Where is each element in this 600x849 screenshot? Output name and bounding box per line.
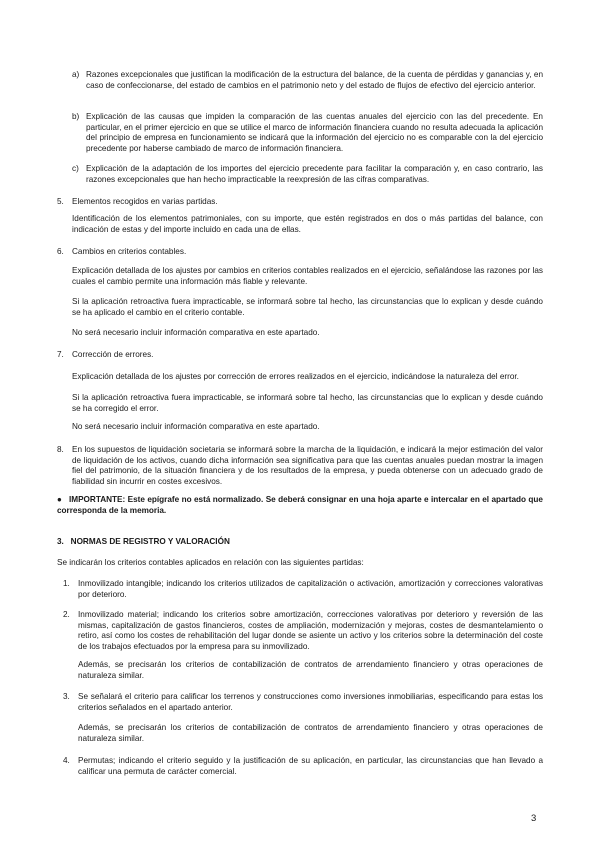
important-notice: IMPORTANTE: Este epígrafe no está normalizado. Se deberá consignar en una hoja aparte e intercalar en el apartado que corresponda de la memoria. [57,495,543,515]
list-marker: 8. [57,445,64,454]
list-marker: 4. [63,756,70,765]
list-item-text: Inmovilizado material; indicando los criterios sobre amortización, correcciones valorativas por deterioro y reversión de las mismas, capitalización de gastos financieros, costes de ampliación, modernización y mejoras, costes de desmantelamiento o retiro, así como los costes de rehabilitación del lugar donde se asiente un activo y los criterios sobre la determinación del coste de los trabajos efectuados por la empresa para su inmovilizado. [78,610,543,651]
section-heading: 3. NORMAS DE REGISTRO Y VALORACIÓN [57,537,230,546]
list-marker: c) [72,164,79,173]
paragraph: Identificación de los elementos patrimoniales, con su importe, que estén registrados en dos o más partidas del balance, con indicación de estas y del importe incluido en cada una de ellas. [72,214,543,234]
list-marker: 5. [57,197,64,206]
paragraph: Explicación detallada de los ajustes por corrección de errores realizados en el ejercicio, indicándose la naturaleza del error. [72,372,519,381]
paragraph: No será necesario incluir información comparativa en este apartado. [72,422,320,431]
paragraph: No será necesario incluir información comparativa en este apartado. [72,328,320,337]
item-title: Corrección de errores. [72,350,154,359]
list-marker: 6. [57,247,64,256]
page-number: 3 [531,813,537,824]
item-title: Elementos recogidos en varias partidas. [72,197,218,206]
list-marker: b) [72,112,80,121]
list-item-text: Explicación de las causas que impiden la comparación de las cuentas anuales del ejercicio con las del precedente. En particular, en el primer ejercicio en que se utilice el marco de información financiera cuando no resulta adecuada la aplicación del principio de empresa en funcionamiento se indicará que la información del ejercicio no es comparable con la del ejercicio precedente por haberse cambiado de marco de información financiera. [86,112,543,153]
list-marker: 7. [57,350,64,359]
list-marker: 1. [63,579,70,588]
section-intro: Se indicarán los criterios contables aplicados en relación con las siguientes partidas: [57,558,364,567]
paragraph: Explicación detallada de los ajustes por cambios en criterios contables realizados en el ejercicio, señalándose las razones por las cuales el cambio permite una información más fiable y relevante. [72,266,543,286]
bullet-icon: ● [57,495,62,504]
list-marker: 3. [63,692,70,701]
paragraph: Además, se precisarán los criterios de contabilización de contratos de arrendamiento financiero y otras operaciones de naturaleza similar. [78,660,543,680]
item-title: Cambios en criterios contables. [72,247,187,256]
list-item-text: Razones excepcionales que justifican la modificación de la estructura del balance, de la cuenta de pérdidas y ganancias y, en caso de confeccionarse, del estado de cambios en el patrimonio neto y del estado de flujos de efectivo del ejercicio anterior. [86,70,543,90]
list-item-text: Inmovilizado intangible; indicando los criterios utilizados de capitalización o activación, amortización y correcciones valorativas por deterioro. [78,579,543,599]
paragraph: En los supuestos de liquidación societaria se informará sobre la marcha de la liquidación, e indicará la mejor estimación del valor de liquidación de los activos, cuando dicha información sea significativa para que las cuentas anuales puedan mostrar la imagen fiel del patrimonio, de la situación financiera y de los resultados de la empresa, y pueda obtenerse con un adecuado grado de fiabilidad sin incurrir en costes excesivos. [72,445,543,486]
list-item-text: Explicación de la adaptación de los importes del ejercicio precedente para facilitar la comparación y, en caso contrario, las razones excepcionales que han hecho impracticable la reexpresión de las cifras comparativas. [86,164,543,184]
paragraph: Si la aplicación retroactiva fuera impracticable, se informará sobre tal hecho, las circunstancias que lo explican y desde cuándo se ha aplicado el cambio en el criterio contable. [72,297,543,317]
paragraph: Si la aplicación retroactiva fuera impracticable, se informará sobre tal hecho, las circunstancias que lo explican y desde cuándo se ha corregido el error. [72,393,543,413]
list-item-text: Permutas; indicando el criterio seguido y la justificación de su aplicación, en particular, las circunstancias que han llevado a calificar una permuta de carácter comercial. [78,756,543,776]
paragraph: Además, se precisarán los criterios de contabilización de contratos de arrendamiento financiero y otras operaciones de naturaleza similar. [78,723,543,743]
list-marker: a) [72,70,80,79]
list-item-text: Se señalará el criterio para calificar los terrenos y construcciones como inversiones inmobiliarias, especificando para estas los criterios señalados en el apartado anterior. [78,692,543,712]
list-marker: 2. [63,610,70,619]
